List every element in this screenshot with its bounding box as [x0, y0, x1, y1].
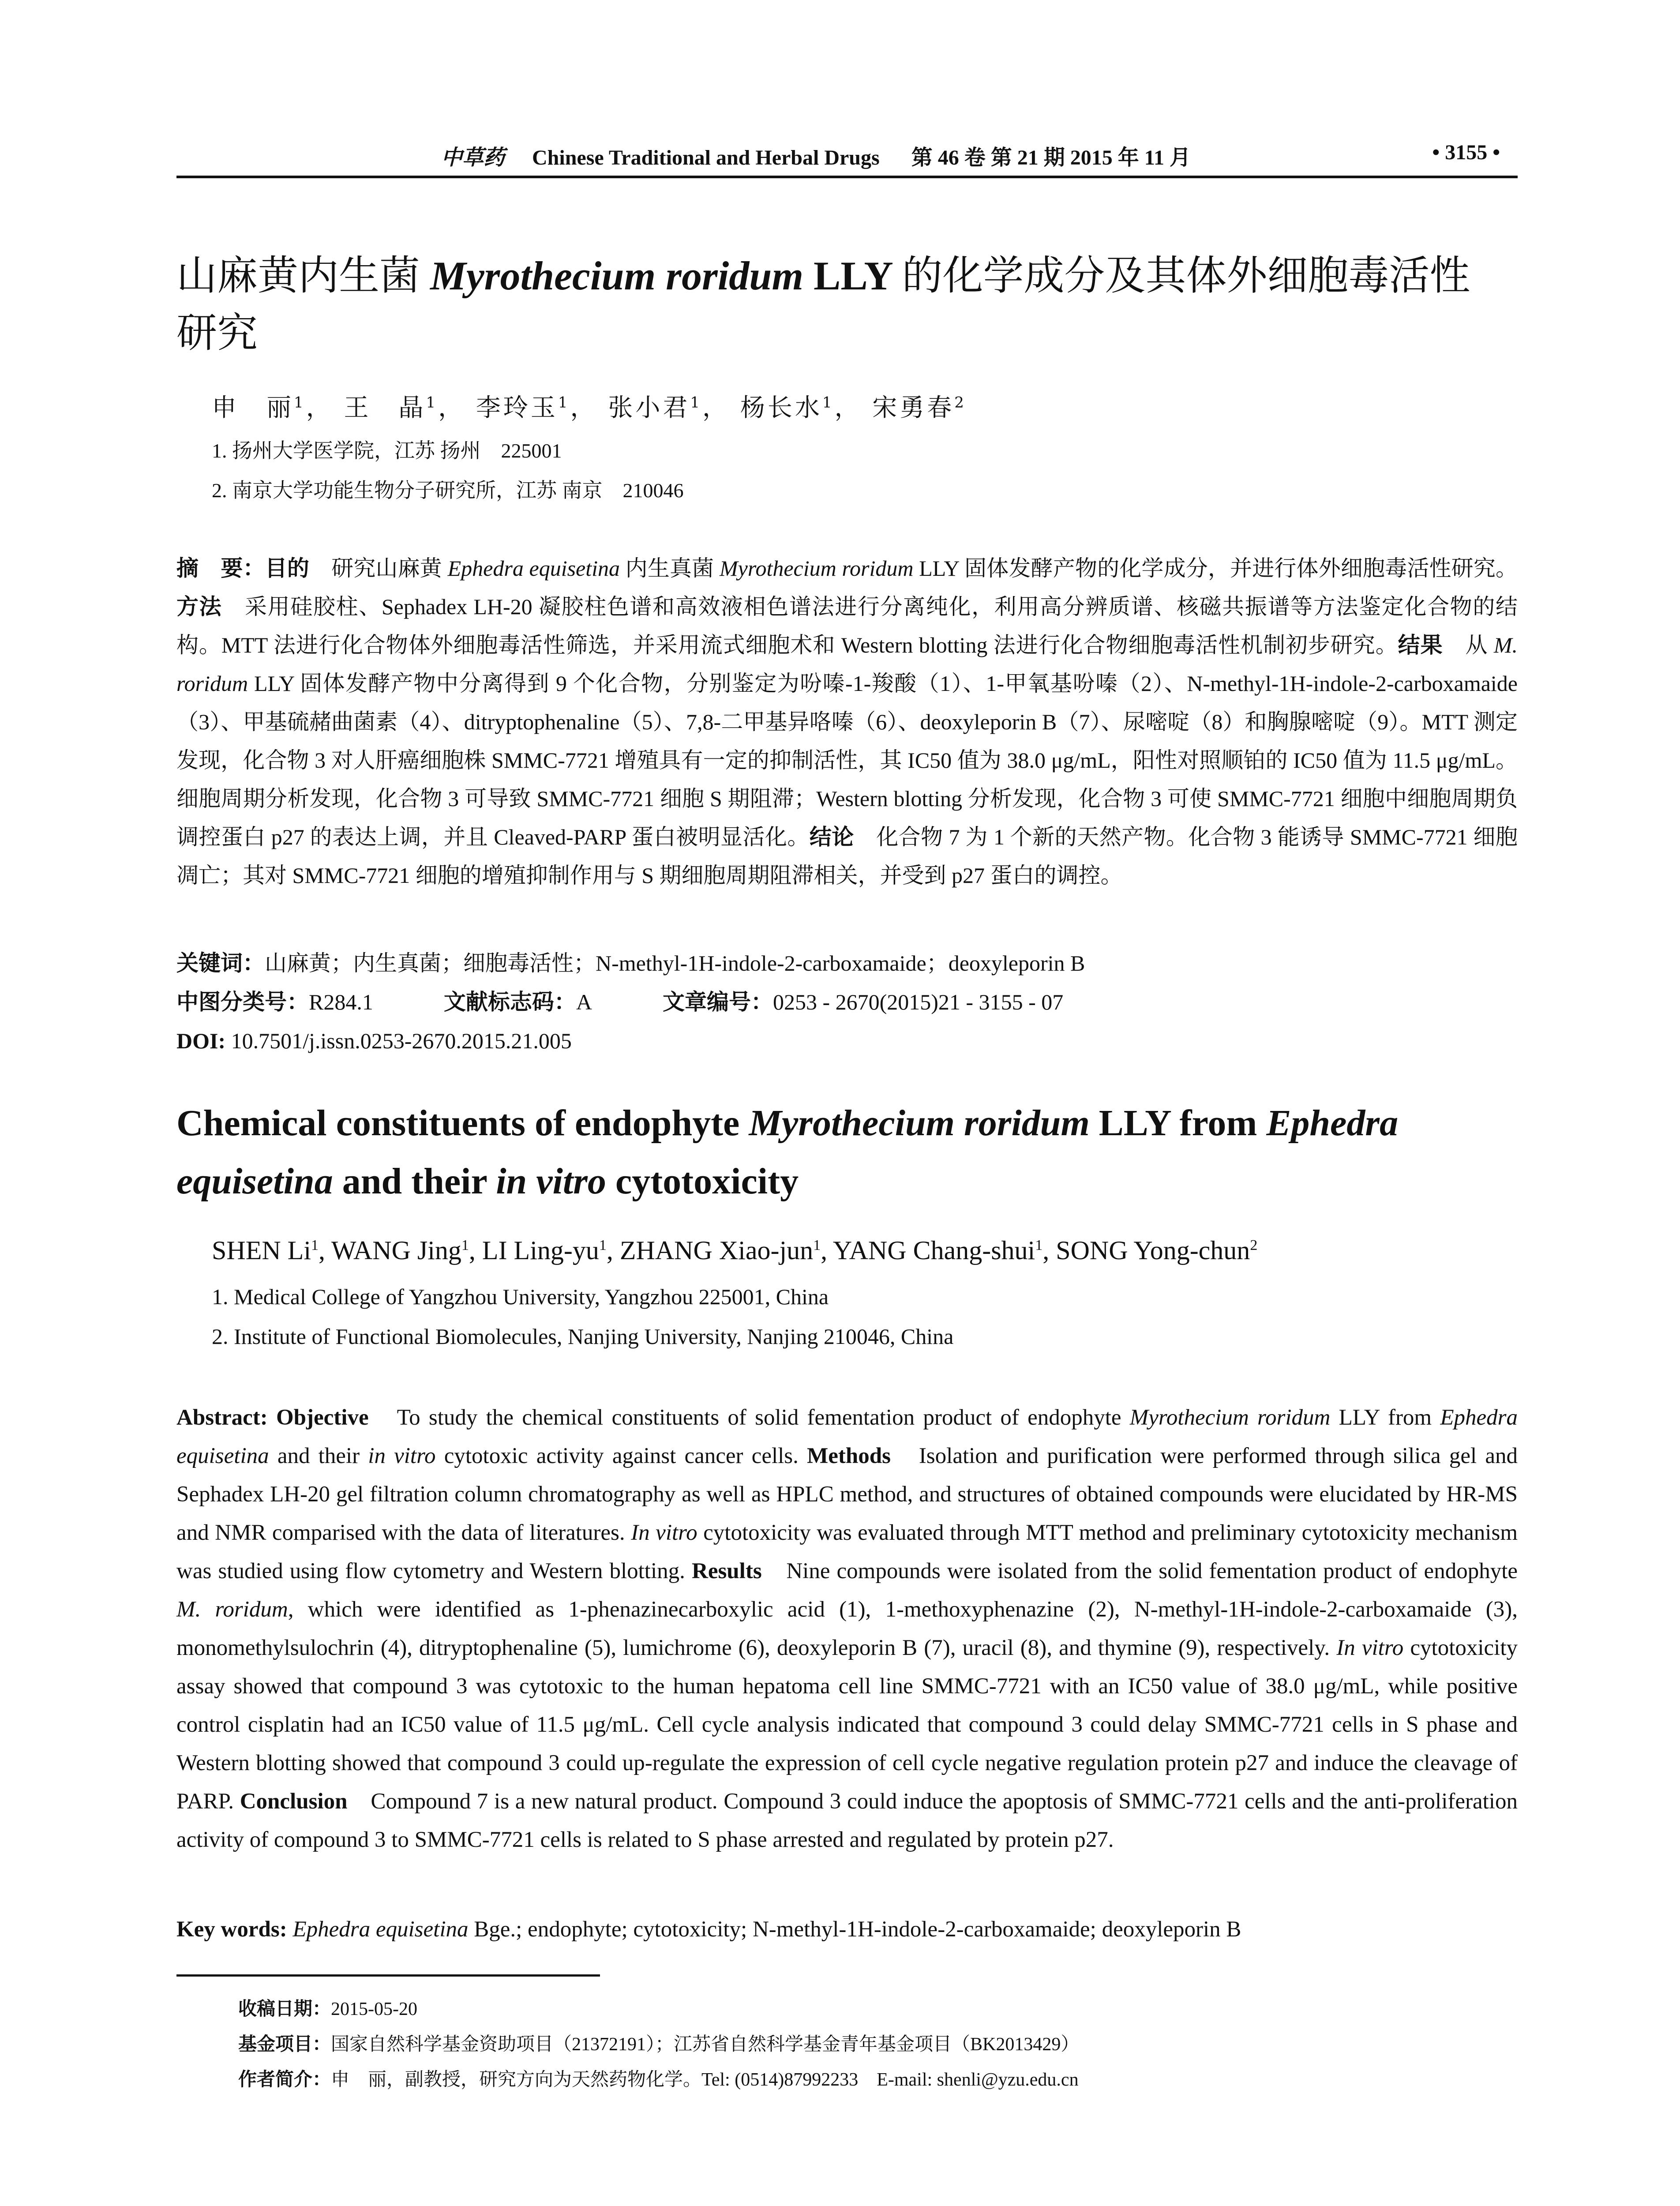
author: SHEN Li	[212, 1236, 311, 1265]
footnote-rule	[176, 1974, 600, 1977]
author: 杨长水	[740, 394, 822, 422]
classification-cn: 中图分类号：R284.1 文献标志码：A 文章编号：0253 - 2670(2015)21 - 3155 - 07	[176, 990, 1064, 1014]
authors-en: SHEN Li$^1$, WANG Jing$^1$, LI Ling-$yu^1$, ZHANG Xiao-jun$^1$, YANG Chang-shui$^1$, SONG Yong-chun$^2$	[212, 1236, 1258, 1265]
author: SONG Yong-chun	[1056, 1236, 1250, 1265]
affiliation-cn-2: 2. 南京大学功能生物分子研究所，江苏 南京 210046	[212, 479, 684, 502]
author: 李玲玉	[476, 394, 558, 422]
keywords-en: Key words: Ephedra equisetina Bge.; endophyte; cytotoxicity; N-methyl-1H-indole-2-carboxamaide; deoxyleporin B	[176, 1917, 1241, 1942]
author: 王 晶	[344, 394, 426, 422]
affiliation-cn-1: 1. 扬州大学医学院，江苏 扬州 225001	[212, 439, 562, 462]
journal-header	[441, 140, 1191, 171]
running-header	[176, 140, 1518, 178]
author: 申 丽	[212, 394, 294, 422]
authors-cn: 申 丽$^1$， 王 晶$^1$， 李玲玉$^1$， 张小君$^1$， 杨长水$^1$， 宋勇春$^2$	[212, 394, 967, 422]
footnote-author-bio: 作者简介：申 丽，副教授，研究方向为天然药物化学。Tel: (0514)87992233 E-mail: shenli@yzu.edu.cn	[238, 2070, 1079, 2090]
author: 张小君	[608, 394, 690, 422]
footnote-funding: 基金项目：国家自然科学基金资助项目（21372191）；江苏省自然科学基金青年基金项目（BK2013429）	[238, 2034, 1080, 2055]
author: LI Ling-yu	[482, 1236, 599, 1265]
title-cn: 山麻黄内生菌 Myrothecium roridum LLY 的化学成分及其体外细胞毒活性 研究	[176, 253, 1470, 356]
journal-name-en: Chinese Traditional and Herbal Drugs	[532, 146, 880, 169]
journal-name-cn: 中草药	[441, 146, 505, 169]
issue-info: 第 46 卷 第 21 期 2015 年 11 月	[911, 146, 1191, 169]
author: WANG Jing	[331, 1236, 461, 1265]
affiliation-en-1: 1. Medical College of Yangzhou University, Yangzhou 225001, China	[212, 1284, 829, 1309]
abstract-en: Abstract: Objective To study the chemical constituents of solid fementation product of endophyte Myrothecium roridum LLY from Ephedra equisetina and their in vitro cytotoxic activity against cancer cells. Methods Isolation and purification were performed through silica gel and Sephadex LH-20 gel filtration column chromatography as well as HPLC method, and structures of obtained compounds were elucidated by HR-MS and NMR comparised with the data of literatures. In vitro cytotoxicity was evaluated through MTT method and preliminary cytotoxicity mechanism was studied using flow cytometry and Western blotting. Results Nine compounds were isolated from the solid fementation product of endophyte M. roridum, which were identified as 1-phenazinecarboxylic acid (1), 1-methoxyphenazine (2), N-methyl-1H-indole-2-carboxamaide (3), monomethylsulochrin (4), ditryptophenaline (5), lumichrome (6), deoxyleporin B (7), uracil (8), and thymine (9), respectively. In vitro cytotoxicity assay showed that compound 3 was cytotoxic to the human hepatoma cell line SMMC-7721 with an IC50 value of 38.0 μg/mL, while positive control cisplatin had an IC50 value of 11.5 μg/mL. Cell cycle analysis indicated that compound 3 could delay SMMC-7721 cells in S phase and Western blotting showed that compound 3 could up-regulate the expression of cell cycle negative regulation protein p27 and induce the cleavage of PARP. Conclusion Compound 7 is a new natural product. Compound 3 could induce the apoptosis of SMMC-7721 cells and the anti-proliferation activity of compound 3 to SMMC-7721 cells is related to S phase arrested and regulated by protein p27.	[176, 1405, 1518, 1852]
title-en: Chemical constituents of endophyte Myrothecium roridum LLY from Ephedra equisetina and their in vitro cytotoxicity	[176, 1103, 1399, 1202]
keywords-cn: 关键词：山麻黄；内生真菌；细胞毒活性；N-methyl-1H-indole-2-carboxamaide；deoxyleporin B	[176, 951, 1085, 975]
footnote-received: 收稿日期：2015-05-20	[238, 1999, 417, 2019]
doi: DOI: 10.7501/j.issn.0253-2670.2015.21.005	[176, 1028, 572, 1053]
author: ZHANG Xiao-jun	[619, 1236, 814, 1265]
author: 宋勇春	[872, 394, 955, 422]
abstract-cn: 摘 要：目的 研究山麻黄 Ephedra equisetina 内生真菌 Myrothecium roridum LLY 固体发酵产物的化学成分，并进行体外细胞毒活性研究。方法 采用硅胶柱、Sephadex LH-20 凝胶柱色谱和高效液相色谱法进行分离纯化，利用高分辨质谱、核磁共振谱等方法鉴定化合物的结构。MTT 法进行化合物体外细胞毒活性筛选，并采用流式细胞术和 Western blotting 法进行化合物细胞毒活性机制初步研究。结果 从 M. roridum LLY 固体发酵产物中分离得到 9 个化合物，分别鉴定为吩嗪-1-羧酸（1）、1-甲氧基吩嗪（2）、N-methyl-1H-indole-2-carboxamaide（3）、甲基硫赭曲菌素（4）、ditryptophenaline（5）、7,8-二甲基异咯嗪（6）、deoxyleporin B（7）、尿嘧啶（8）和胸腺嘧啶（9）。MTT 测定发现，化合物 3 对人肝癌细胞株 SMMC-7721 增殖具有一定的抑制活性，其 IC50 值为 38.0 μg/mL，阳性对照顺铂的 IC50 值为 11.5 μg/mL。细胞周期分析发现，化合物 3 可导致 SMMC-7721 细胞 S 期阻滞；Western blotting 分析发现，化合物 3 可使 SMMC-7721 细胞中细胞周期负调控蛋白 p27 的表达上调，并且 Cleaved-PARP 蛋白被明显活化。结论 化合物 7 为 1 个新的天然产物。化合物 3 能诱导 SMMC-7721 细胞凋亡；其对 SMMC-7721 细胞的增殖抑制作用与 S 期细胞周期阻滞相关，并受到 p27 蛋白的调控。	[176, 556, 1518, 888]
affiliation-en-2: 2. Institute of Functional Biomolecules, Nanjing University, Nanjing 210046, China	[212, 1324, 954, 1349]
page-number: • 3155 •	[1432, 141, 1500, 164]
author: YANG Chang-shui	[832, 1236, 1035, 1265]
